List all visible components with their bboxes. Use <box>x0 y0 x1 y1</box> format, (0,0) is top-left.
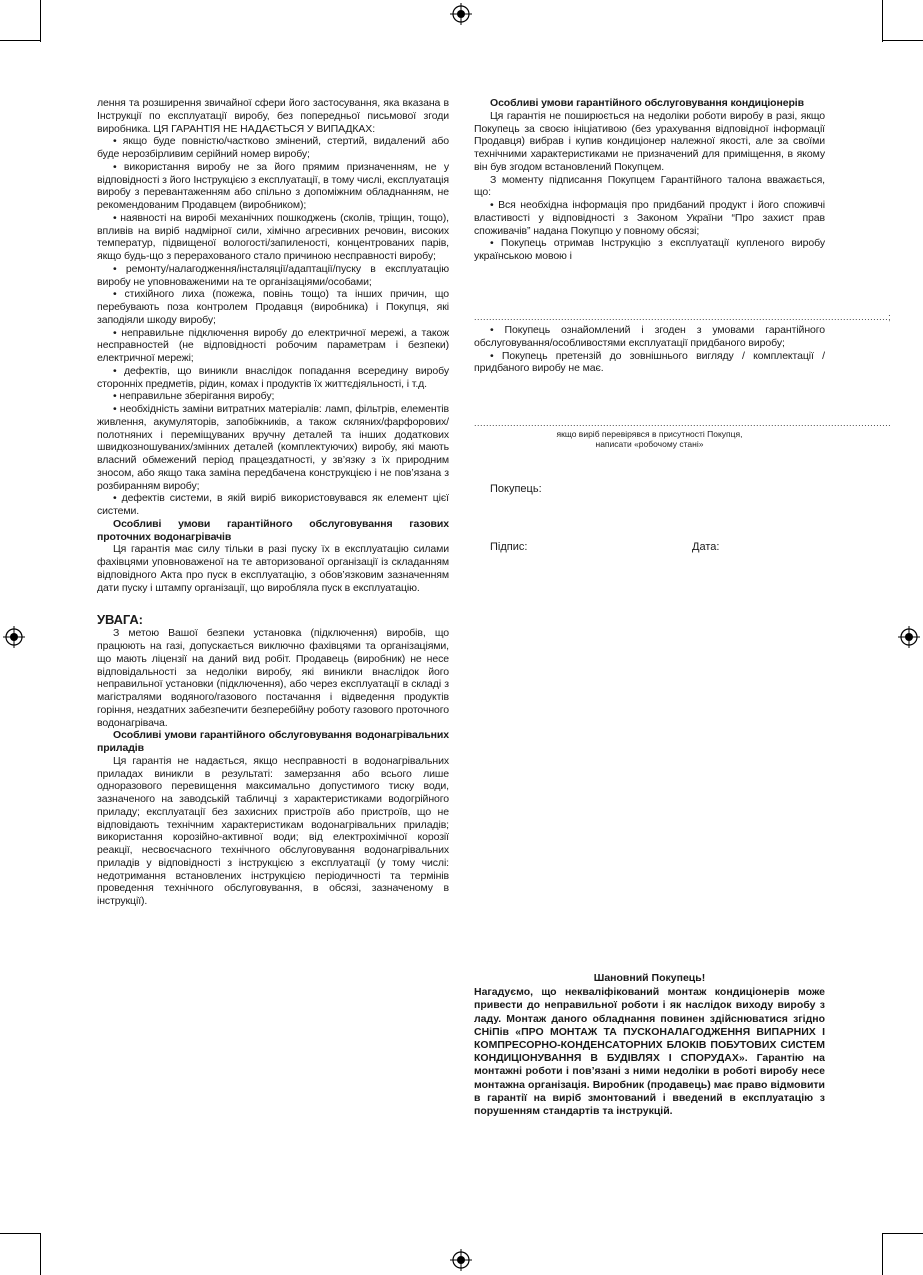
consent-item: • Покупець ознайомлений і згоден з умовами гарантійного обслуговування/особливостями експлуатації придбаного виробу; <box>474 324 825 349</box>
registration-mark-bottom-icon <box>450 1249 472 1271</box>
registration-mark-top-icon <box>450 3 472 25</box>
exclusion-item: • використання виробу не за його прямим призначенням, не у відповідності з його Інструкцією з експлуатації, в тому числі, експлуатація виробу з перевантаженням або спільно з допоміжним обладнанням, не рекомендованим Продавцем (виробником); <box>97 160 449 211</box>
fill-in-note-line: якщо виріб перевірявся в присутності Покупця, <box>556 429 743 439</box>
crop-mark-top-left-h <box>0 40 40 41</box>
crop-mark-top-right-h <box>883 40 923 41</box>
consent-item: • Покупець отримав Інструкцію з експлуатації купленого виробу українською мовою і <box>474 237 825 262</box>
exclusion-item: • стихійного лиха (пожежа, повінь тощо) та інших причин, що перебувають поза контролем Продавця (виробника) і Покупця, які заподіяли шкоду виробу; <box>97 288 449 326</box>
registration-mark-right-icon <box>898 626 920 648</box>
moment-text: З моменту підписання Покупцем Гарантійного талона вважається, що: <box>474 173 825 199</box>
fill-in-line: ........................................................................................................................................... <box>474 418 892 428</box>
right-column-continued <box>474 324 825 375</box>
consent-item: • Вся необхідна інформація про придбаний продукт і його споживчі властивості у відповідності з Законом України “Про захист прав споживачів” надана Покупцю у повному обсязі; <box>474 199 825 237</box>
signature-label: Підпис: <box>490 541 528 553</box>
exclusion-item: • неправильне підключення виробу до електричної мережі, а також несправностей (не відповідності робочим параметрам і безпеки) електричної мережі; <box>97 326 449 364</box>
notice-text: Нагадуємо, що некваліфікований монтаж кондиціонерів може привести до неправильної роботи і як наслідок виходу виробу з ладу. Монтаж даного обладнання повинен здійснюватися згідно СНіПів «ПРО МОНТАЖ ТА ПУСКОНАЛАГОДЖЕННЯ ВИПАРНИХ І КОМПРЕСОРНО-КОНДЕНСАТОРНИХ БЛОКІВ ПОБУТОВИХ СИСТЕМ КОНДИЦІОНУВАННЯ В БУДІВЛЯХ І СПОРУДАХ». Гарантію на монтажні роботи і пов’язані з ними недоліки в роботі виробу несе монтажна організація. Виробник (продавець) має право відмовити в гарантії на виріб змонтований і введений в експлуатацію з порушенням стандартів та інструкцій. <box>474 986 825 1118</box>
crop-mark-top-left-v <box>40 0 41 42</box>
intro-paragraph: лення та розширення звичайної сфери його застосування, яка вказана в Інструкції по експлуатації виробу, без попередньої письмової згоди виробника. ЦЯ ГАРАНТІЯ НЕ НАДАЄТЬСЯ У ВИПАДКАХ: <box>97 97 449 135</box>
warning-title: УВАГА: <box>97 612 143 628</box>
water-heaters-text: Ця гарантія не надається, якщо несправності в водонагрівальних приладах виникли в результаті: замерзання або всього лише одноразового перевищення максимально допустимого тиску води, зазначеного на заводській табличці з характеристиками водогрійного приладу; експлуатації без захисних пристроїв або пристроїв, що не відповідають технічним характеристикам водонагрівальних приладів; використання корозійно-активної води; від електрохімічної корозії реакції, несвоєчасного технічного обслуговування водонагрівальних приладів у відповідності з інструкцією з експлуатації (у тому числі: недотримання встановлених інструкцією періодичності та термінів проведення технічного обслуговування, в обсязі, зазначеному в інструкції). <box>97 754 449 907</box>
exclusion-item: • наявності на виробі механічних пошкоджень (сколів, тріщин, тощо), впливів на виріб надмірної сили, хімічно агресивних речовин, високих температур, підвищеної вологості/запиленості, концентрованих парів, якщо будь-що з перерахованого стало причиною несправності виробу; <box>97 211 449 262</box>
crop-mark-bottom-right-v <box>882 1233 883 1275</box>
fill-in-note <box>474 429 825 449</box>
right-column <box>474 97 825 263</box>
left-column <box>97 97 449 908</box>
crop-mark-bottom-left-v <box>40 1233 41 1275</box>
gas-heaters-text: Ця гарантія має силу тільки в разі пуску їх в експлуатацію силами фахівцями уповноваженої на те авторизованої організації із складанням відповідного Акта про пуск в експлуатацію, з обов’язковим зазначенням дати пуску і штампу організації, що виробляла пуск в експлуатацію. <box>97 543 449 594</box>
ac-text: Ця гарантія не поширюється на недоліки роботи виробу в разі, якщо Покупець за своєю ініціативою (без урахування відповідної інформації Продавця) вибрав і купив кондиціонер належної якості, але за своїми технічними характеристиками не призначений для приміщення, в якому він був згодом встановлений Покупцем. <box>474 109 825 173</box>
gas-heaters-heading: Особливі умови гарантійного обслуговування газових проточних водонагрівачів <box>97 517 449 543</box>
water-heaters-heading: Особливі умови гарантійного обслуговування водонагрівальних приладів <box>97 729 449 754</box>
exclusion-item: • дефектів, що виникли внаслідок попадання всередину виробу сторонніх предметів, рідин, комах і продуктів їх життєдіяльності, і т.д. <box>97 364 449 390</box>
exclusion-item: • неправильне зберігання виробу; <box>113 390 275 403</box>
warning-text: З метою Вашої безпеки установка (підключення) виробів, що працюють на газі, допускається виключно фахівцями та організаціями, що мають ліцензії на даний вид робіт. Продавець (виробник) не несе відповідальності за недоліки виробу, які виникли внаслідок його неправильної установки (підключення), або через експлуатації в складі з магістралями водяного/газового постачання і відведення продуктів горіння, нездатних забезпечити безперебійну роботу газового проточного водонагрівача. <box>97 627 449 729</box>
date-label: Дата: <box>692 541 720 553</box>
consent-item: • Покупець претензій до зовнішнього вигляду / комплектації / придбаного виробу не має. <box>474 349 825 375</box>
buyer-label: Покупець: <box>490 483 542 495</box>
exclusion-item: • дефектів системи, в якій виріб використовувався як елемент цієї системи. <box>97 492 449 517</box>
exclusion-item: • необхідність заміни витратних матеріалів: ламп, фільтрів, елементів живлення, акумуляторів, запобіжників, а також скляних/фарфорових/полотняних і переміщуваних вручну деталей та інших додаткових швидкозношуваних/змінних деталей (комплектуючих) виробу, які мають власний обмежений період працездатності, у зв’язку з їх природним зносом, або якщо така заміна передбачена конструкцією і не пов’язана з розбиранням виробу; <box>97 403 449 492</box>
customer-notice <box>474 972 825 1118</box>
crop-mark-bottom-left-h <box>0 1233 40 1234</box>
ac-heading: Особливі умови гарантійного обслуговування кондиціонерів <box>490 97 804 109</box>
crop-mark-top-right-v <box>882 0 883 42</box>
exclusion-item: • ремонту/налагодження/інсталяції/адаптації/пуску в експлуатацію виробу не уповноваженими на те організаціями/особами; <box>97 262 449 288</box>
crop-mark-bottom-right-h <box>883 1233 923 1234</box>
notice-title: Шановний Покупець! <box>593 972 706 984</box>
registration-mark-left-icon <box>3 626 25 648</box>
exclusion-item: • якщо буде повністю/частково змінений, стертий, видалений або буде нерозбірливим серійний номер виробу; <box>97 135 449 160</box>
fill-in-note-line: написати «робочому стані» <box>595 439 704 449</box>
fill-in-line: ..........................................................................................................................................; <box>474 312 892 322</box>
